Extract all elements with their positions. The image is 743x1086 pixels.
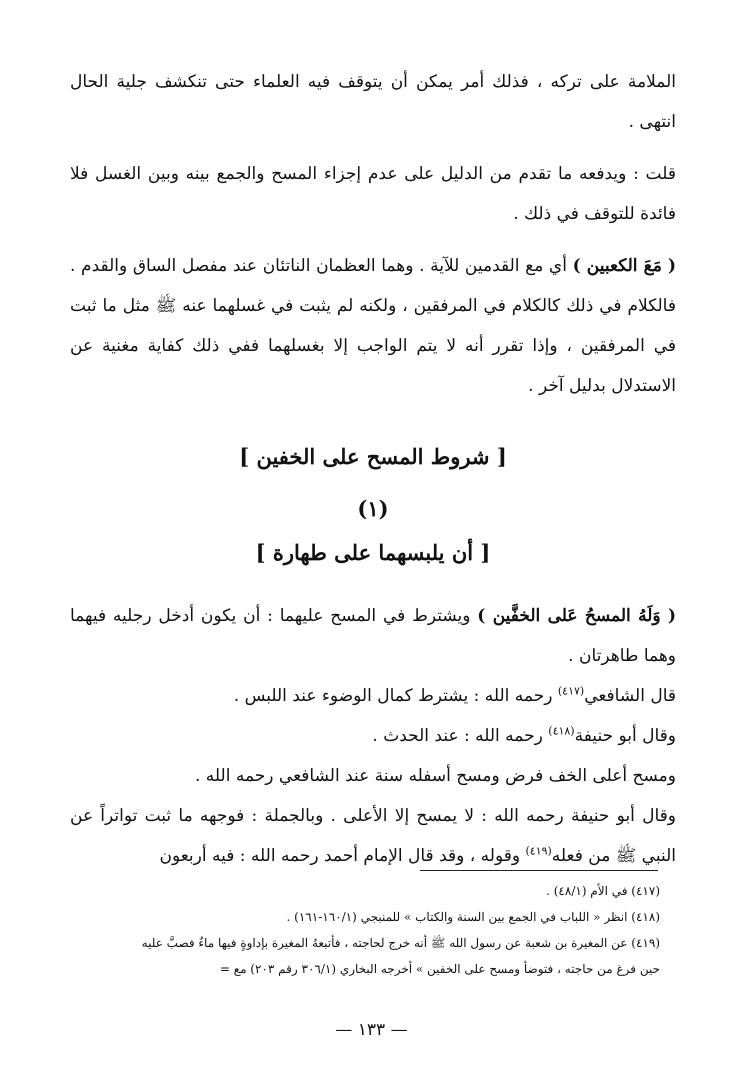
section-number: (١) — [357, 496, 389, 521]
paragraph-3-text: أي مع القدمين للآية . وهما العظمان الناتئان عند مفصل الساق والقدم . فالكلام في ذلك كالكلام في المرفقين ، ولكنه لم يثبت في غسلهما عنه ﷺ مثل ما ثبت في المرفقين ، وإذا تقرر أنه لا يتم الواجب إلا بغسلهما ففي ذلك كفاية مغنية عن الاستدلال بدليل آخر . — [70, 256, 676, 396]
footnote-ref-417: (٤١٧) — [557, 684, 585, 698]
footnote-419-continued: حين فرغ من حاجته ، فتوضأ ومسح على الخفين » أخرجه البخاري (٣٠٦/١ رقم ٢٠٣) مع = — [219, 962, 660, 976]
footnote-418: (٤١٨) انظر « اللباب في الجمع بين السنة والكتاب » للمنبجي (١٦٠/١-١٦١) . — [286, 910, 660, 924]
paragraph-8 — [70, 796, 676, 876]
footnote-419: (٤١٩) عن المغيرة بن شعبة عن رسول الله ﷺ أنه خرج لحاجته ، فأتبعهُ المغيرة بإداوةٍ فيها ماءٌ فصبَّ عليه — [141, 936, 660, 950]
line-shafii-b: رحمه الله : يشترط كمال الوضوء عند اللبس . — [233, 686, 553, 706]
paragraph-1: الملامة على تركه ، فذلك أمر يمكن أن يتوقف فيه العلماء حتى تنكشف جلية الحال انتهى . — [70, 72, 677, 132]
line-abu-hanifa-b: رحمه الله : عند الحدث . — [372, 726, 543, 746]
section-heading: [ شروط المسح على الخفين ] — [239, 444, 507, 469]
paragraph-3 — [70, 246, 676, 406]
paragraph-4-lead: ( وَلَهُ المسحُ عَلى الخفَّين ) — [477, 606, 676, 626]
paragraph-2: قلت : ويدفعه ما تقدم من الدليل على عدم إجزاء المسح والجمع بينه وبين الغسل فلا فائدة للتوقف في ذلك . — [70, 164, 676, 224]
paragraph-8-a: وقال أبو حنيفة رحمه الله : لا يمسح إلا الأعلى . وبالجملة : فوجهه ما ثبت تواتراً عن النبي ﷺ من فعله — [70, 806, 676, 866]
paragraph-4 — [70, 596, 676, 676]
footnote-ref-419: (٤١٩) — [525, 844, 552, 858]
footnote-417: (٤١٧) في الأم (٤٨/١) . — [546, 884, 660, 898]
paragraph-4-text: ويشترط في المسح عليهما : أن يكون أدخل رجليه فيهما وهما طاهرتان . — [70, 606, 676, 666]
line-abu-hanifa-a: وقال أبو حنيفة — [574, 726, 676, 746]
line-abu-hanifa — [70, 716, 676, 756]
page-body — [70, 62, 676, 876]
paragraph-8-b: وقوله ، وقد قال الإمام أحمد رحمه الله : فيه أربعون — [159, 846, 521, 866]
footnote-divider — [420, 870, 658, 871]
paragraph-3-lead: ( مَعَ الكعبين ) — [572, 256, 676, 276]
subsection-heading: [ أن يلبسهما على طهارة ] — [255, 540, 491, 565]
page-number: — ١٣٣ — — [335, 1020, 408, 1040]
line-shafii — [70, 676, 676, 716]
line-wiping: ومسح أعلى الخف فرض ومسح أسفله سنة عند الشافعي رحمه الله . — [195, 766, 676, 786]
line-shafii-a: قال الشافعي — [584, 686, 676, 706]
footnote-ref-418: (٤١٨) — [548, 724, 575, 738]
footnotes — [80, 878, 660, 982]
